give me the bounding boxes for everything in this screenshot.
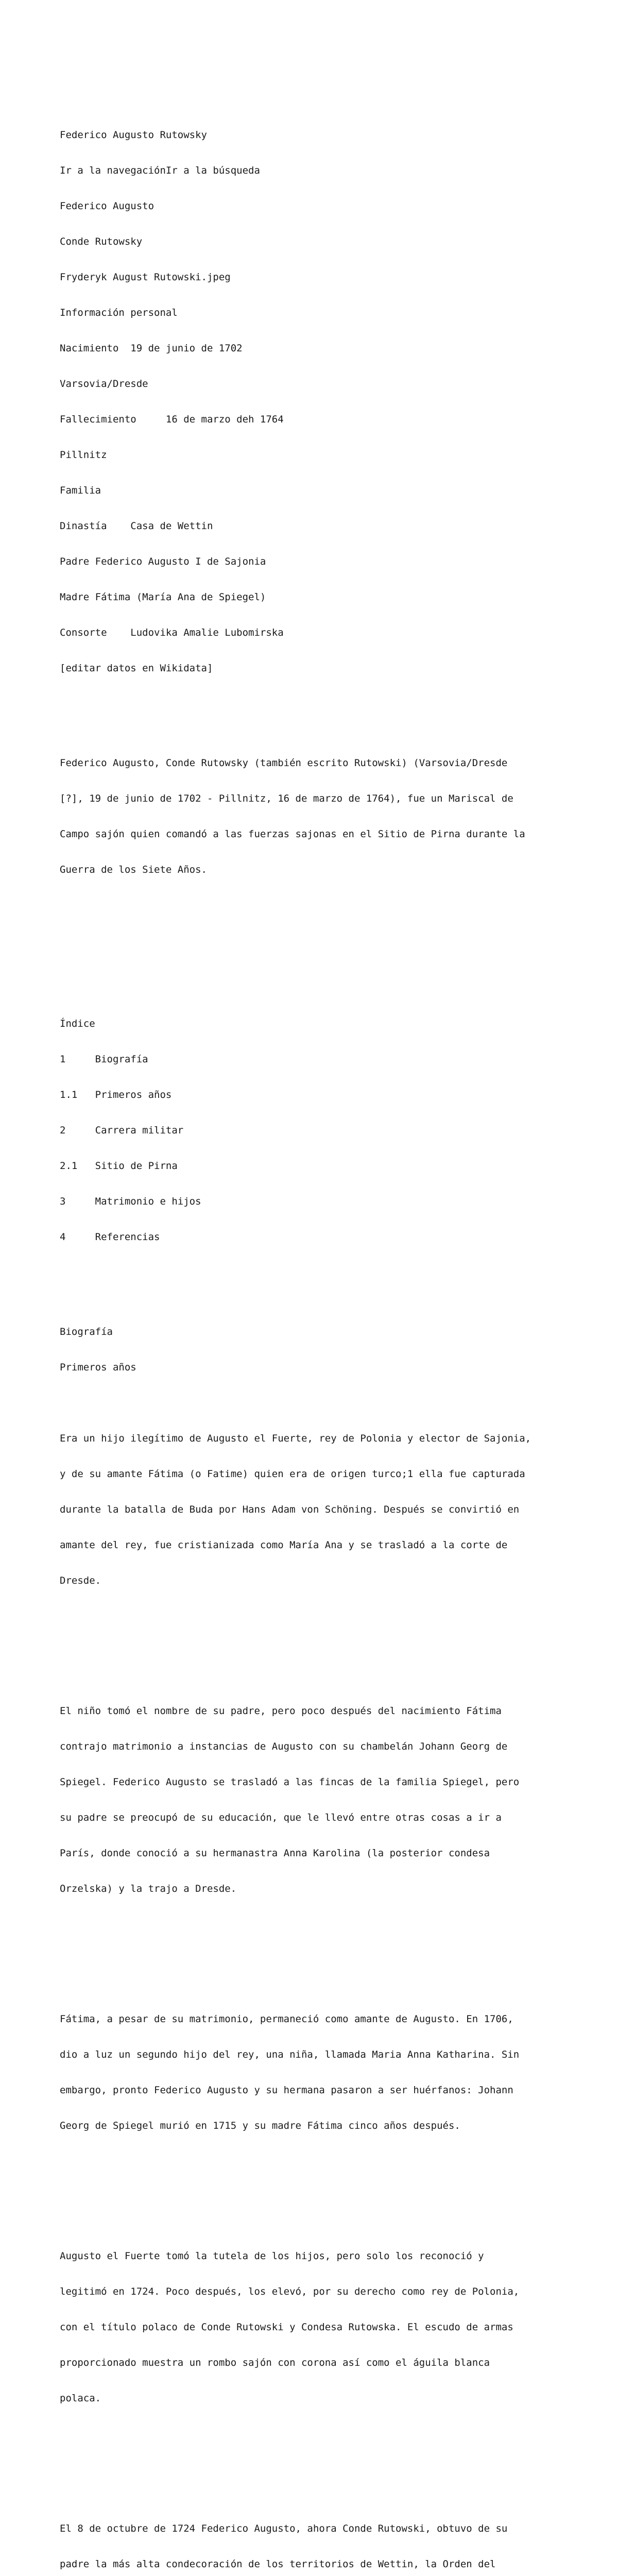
paragraph-line: durante la batalla de Buda por Hans Adam von Schöning. Después se convirtió en: [60, 1504, 520, 1515]
toc-item[interactable]: 2 Carrera militar: [60, 1125, 184, 1136]
infobox-birth-place[interactable]: Varsovia/Dresde: [60, 378, 148, 389]
paragraph-line: Fátima, a pesar de su matrimonio, permaneció como amante de Augusto. En 1706,: [60, 2013, 513, 2025]
spacer: [60, 2179, 575, 2191]
infobox-death-place[interactable]: Pillnitz: [60, 449, 107, 461]
infobox-birth: Nacimiento 19 de junio de 1702: [60, 343, 243, 354]
paragraph: [60, 2499, 575, 2576]
spacer: [60, 2452, 575, 2464]
infobox-title: Conde Rutowsky: [60, 236, 143, 247]
infobox: [60, 106, 575, 698]
section-heading: Biografía: [60, 1326, 113, 1337]
paragraph-line: Era un hijo ilegítimo de Augusto el Fuerte, rey de Polonia y elector de Sajonia,: [60, 1433, 531, 1444]
paragraph-line: y de su amante Fátima (o Fatime) quien era de origen turco;1 ella fue capturada: [60, 1468, 525, 1480]
edit-wikidata-link[interactable]: [editar datos en Wikidata]: [60, 663, 213, 674]
infobox-name: Federico Augusto: [60, 200, 154, 212]
infobox-section-personal: Información personal: [60, 307, 178, 318]
infobox-mother: Madre Fátima (María Ana de Spiegel): [60, 591, 266, 603]
skip-links[interactable]: Ir a la navegaciónIr a la búsqueda: [60, 165, 260, 176]
intro-line: Campo sajón quien comandó a las fuerzas sajonas en el Sitio de Pirna durante la: [60, 828, 525, 840]
paragraph-line: El 8 de octubre de 1724 Federico Augusto, ahora Conde Rutowski, obtuvo de su: [60, 2523, 508, 2534]
paragraph-line: con el título polaco de Conde Rutowski y Condesa Rutowska. El escudo de armas: [60, 2321, 513, 2333]
infobox-section-family: Familia: [60, 485, 101, 496]
subsection-heading: Primeros años: [60, 1362, 136, 1373]
paragraph-line: Spiegel. Federico Augusto se trasladó a las fincas de la familia Spiegel, pero: [60, 1776, 520, 1788]
paragraph-line: dio a luz un segundo hijo del rey, una niña, llamada Maria Anna Katharina. Sin: [60, 2049, 520, 2060]
table-of-contents: [60, 994, 575, 1267]
toc-item[interactable]: 2.1 Sitio de Pirna: [60, 1160, 178, 1172]
paragraph-line: polaca.: [60, 2393, 101, 2404]
paragraph: [60, 1682, 575, 1919]
paragraph-line: contrajo matrimonio a instancias de Augusto con su chambelán Johann Georg de: [60, 1741, 508, 1752]
paragraph-line: Dresde.: [60, 1575, 101, 1586]
document-page: [60, 70, 575, 2576]
paragraph-line: París, donde conoció a su hermanastra Anna Karolina (la posterior condesa: [60, 1848, 490, 1859]
paragraph-line: padre la más alta condecoración de los territorios de Wettin, la Orden del: [60, 2558, 496, 2570]
infobox-father: Padre Federico Augusto I de Sajonia: [60, 556, 266, 567]
toc-heading: Índice: [60, 1018, 95, 1029]
intro-line: [?], 19 de junio de 1702 - Pillnitz, 16 de marzo de 1764), fue un Mariscal de: [60, 793, 513, 804]
paragraph-line: Georg de Spiegel murió en 1715 y su madre Fátima cinco años después.: [60, 2120, 460, 2131]
article-title: Federico Augusto Rutowsky: [60, 129, 207, 141]
spacer: [60, 1942, 575, 1954]
infobox-death: Fallecimiento 16 de marzo deh 1764: [60, 414, 284, 425]
paragraph-line: El niño tomó el nombre de su padre, pero poco después del nacimiento Fátima: [60, 1705, 502, 1717]
intro-line: Federico Augusto, Conde Rutowsky (también escrito Rutowski) (Varsovia/Dresde: [60, 757, 508, 769]
spacer: [60, 935, 575, 959]
toc-item[interactable]: 1 Biografía: [60, 1054, 148, 1065]
paragraph-line: Augusto el Fuerte tomó la tutela de los hijos, pero solo los reconoció y: [60, 2250, 484, 2262]
infobox-dynasty: Dinastía Casa de Wettin: [60, 520, 213, 532]
toc-item[interactable]: 1.1 Primeros años: [60, 1089, 172, 1100]
paragraph-line: su padre se preocupó de su educación, que le llevó entre otras cosas a ir a: [60, 1812, 502, 1823]
infobox-image-filename[interactable]: Fryderyk August Rutowski.jpeg: [60, 272, 231, 283]
intro-paragraph: [60, 734, 575, 900]
section-biografia: [60, 1302, 575, 2576]
paragraph: [60, 1990, 575, 2156]
spacer: [60, 1634, 575, 1646]
paragraph: [60, 2227, 575, 2428]
paragraph-line: embargo, pronto Federico Augusto y su hermana pasaron a ser huérfanos: Johann: [60, 2084, 513, 2096]
paragraph-line: Orzelska) y la trajo a Dresde.: [60, 1883, 237, 1894]
toc-item[interactable]: 4 Referencias: [60, 1231, 160, 1243]
paragraph-line: amante del rey, fue cristianizada como María Ana y se trasladó a la corte de: [60, 1539, 508, 1551]
paragraph-line: proporcionado muestra un rombo sajón con corona así como el águila blanca: [60, 2357, 490, 2368]
paragraph-line: legitimó en 1724. Poco después, los elevó, por su derecho como rey de Polonia,: [60, 2286, 520, 2297]
infobox-spouse: Consorte Ludovika Amalie Lubomirska: [60, 627, 284, 638]
intro-line: Guerra de los Siete Años.: [60, 864, 207, 875]
paragraph: [60, 1409, 575, 1611]
toc-item[interactable]: 3 Matrimonio e hijos: [60, 1196, 201, 1207]
